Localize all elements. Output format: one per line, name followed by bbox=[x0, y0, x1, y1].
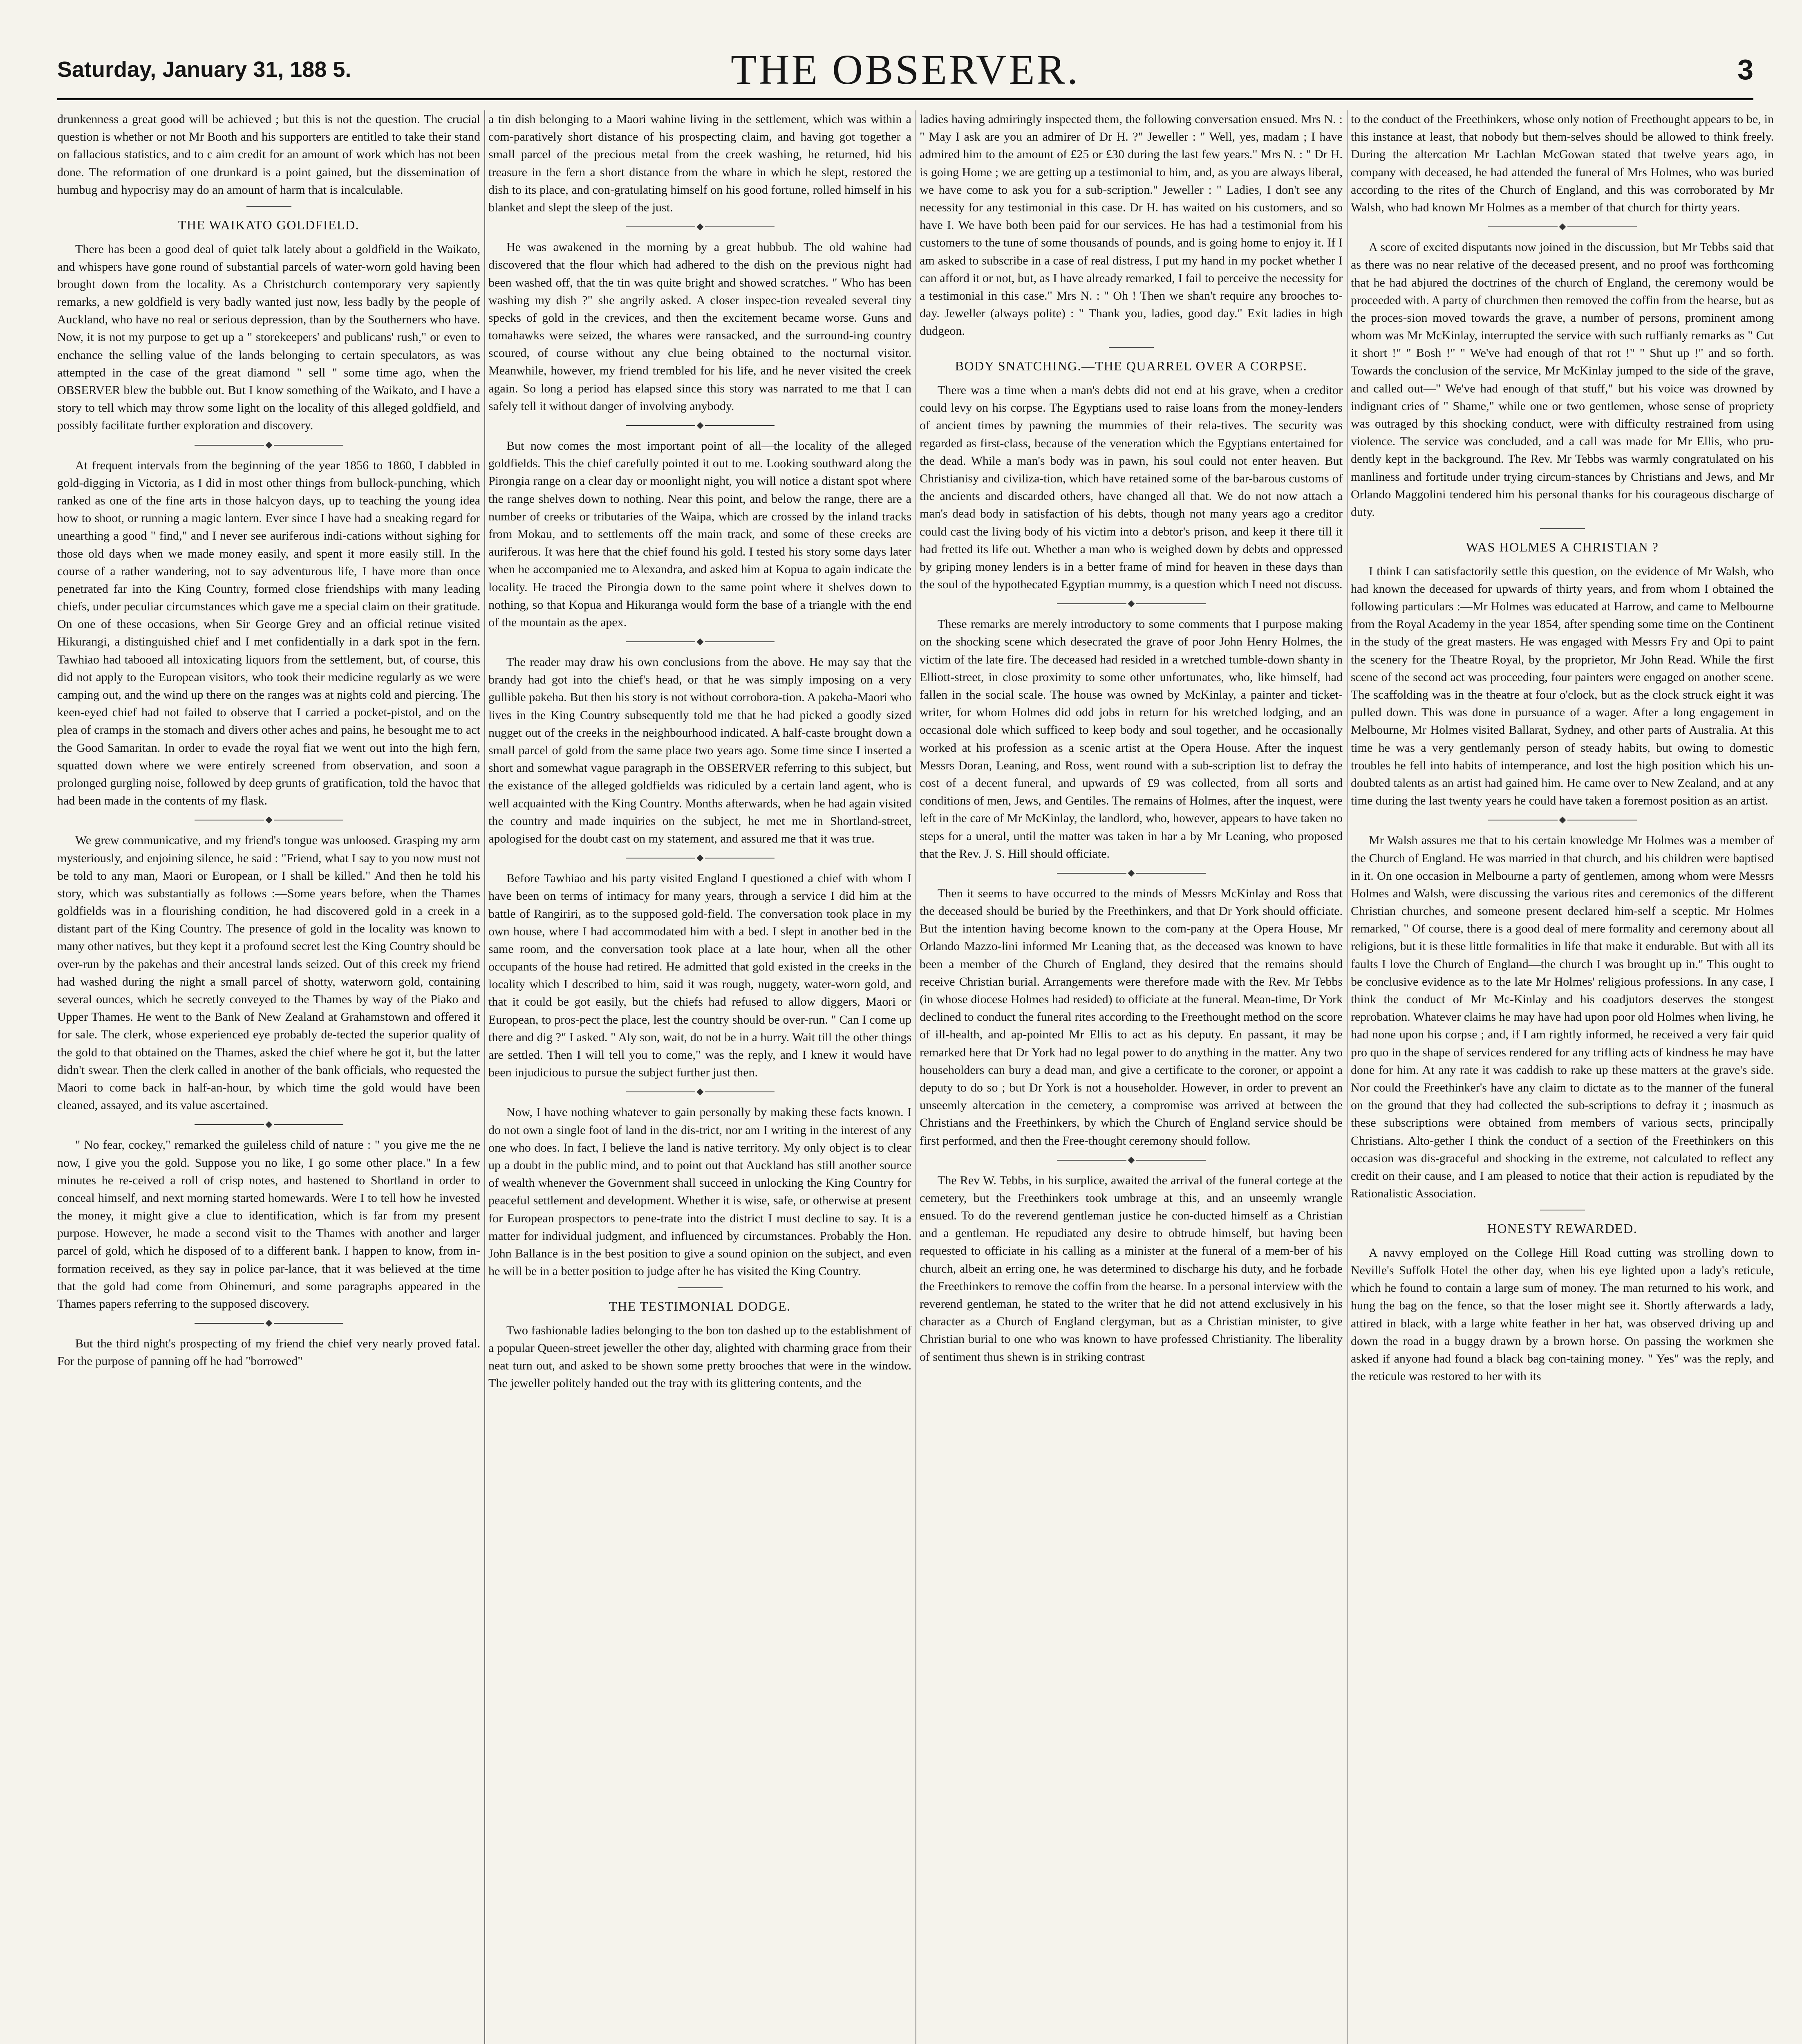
article-paragraph: Now, I have nothing whatever to gain personally by making these facts known. I do not own a single foot of land in the dis-trict, nor am I writing in the interest of any one who does. In fact, I believe the land is native territory. My only object is to clear up a doubt in the public mind, and to point out that Auckland has still another source of wealth whenever the Government shall succeed in unlocking the King Country for peaceful settlement and development. Whether it is wise, safe, or otherwise at present for European prospectors to pene-trate into the district I must decline to say. It is a matter for individual judgment, and influenced by circumstances. Probably the Hon. John Ballance is in the best position to give a sound opinion on the subject, and even he will be in a better position to judge after he has visited the King Country. bbox=[488, 1105, 911, 1278]
paragraph-ornament bbox=[488, 856, 911, 861]
article-heading: BODY SNATCHING.—THE QUARREL OVER A CORPSE. bbox=[955, 359, 1307, 374]
article-heading: THE WAIKATO GOLDFIELD. bbox=[178, 217, 360, 232]
newspaper-title: THE OBSERVER. bbox=[730, 46, 1080, 93]
issue-date: Saturday, January 31, 188 5. bbox=[57, 57, 351, 82]
paragraph-ornament bbox=[488, 423, 911, 428]
column-divider bbox=[1347, 110, 1348, 2044]
article-paragraph: I think I can satisfactorily settle this question, on the evidence of Mr Walsh, who had known the deceased for upwards of thirty years, and from whom I obtained the following particulars :—Mr Holmes was educated at Harrow, and came to Melbourne from the Royal Academy in the year 1854, after spending some time on the Continent in the study of the great masters. He was engaged with Messrs Fry and Opi to paint the scenery for the Theatre Royal, by the proprietor, Mr John Read. While the first scene of the second act was proceeding, four painters were engaged on another scene. The scaffolding was in the theatre at four o'clock, but as the clock struck eight it was pulled down. This was done in pursuance of a wager. After a long engagement in Melbourne, Mr Holmes visited Ballarat, Sydney, and other parts of Australia. At this time he was a very gentlemanly person of steady habits, but owing to domestic troubles he fell into habits of intemperance, and lost the high position which his un-doubted talents as an artist had gained him. He came over to New Zealand, and at any time during the last twenty years he could have taken a foremost position as an artist. bbox=[1351, 564, 1774, 808]
masthead-rule bbox=[57, 98, 1753, 100]
paragraph-ornament bbox=[1351, 818, 1774, 823]
section-divider bbox=[678, 1287, 723, 1288]
section-divider bbox=[1109, 347, 1154, 348]
masthead bbox=[57, 45, 1753, 94]
article-paragraph: The Rev W. Tebbs, in his surplice, awaited the arrival of the funeral cortege at the cemetery, but the Freethinkers took umbrage at this, and an unseemly wrangle ensued. To do the reverend gentleman justice he con-ducted himself as a Christian and a gentleman. He repudiated any desire to obtrude himself, but having been requested to officiate in his calling as a minister at the funeral of a mem-ber of his church, albeit an erring one, he was determined to discharge his duty, and he forbade the Freethinkers to remove the coffin from the hearse. In a personal interview with the reverend gentleman, he stated to the writer that he did not attend exclusively in his character as a Church of England clergyman, but as a Christian minister, to give Christian burial to one who was known to have professed Christianity. The liberality of sentiment thus shewn is in striking contrast bbox=[920, 1173, 1343, 1364]
article-paragraph: a tin dish belonging to a Maori wahine living in the settlement, which was within a com-paratively short distance of his prospecting claim, and having got together a small parcel of the precious metal from the creek washing, he returned, hid his treasure in the fern a short distance from the whare in which he slept, restored the dish to its place, and con-gratulating himself on his good fortune, rolled himself in his blanket and slept the sleep of the just. bbox=[488, 112, 911, 214]
paragraph-ornament bbox=[57, 1321, 480, 1326]
article-paragraph: The reader may draw his own conclusions from the above. He may say that the brandy had got into the chief's head, or that he was simply imposing on a very gullible pakeha. But then his story is not without corrobora-tion. A pakeha-Maori who lives in the King Country subsequently told me that he had picked a goodly sized nugget out of the creeks in the neighbourhood indicated. A half-caste brought down a small parcel of gold from the same place two years ago. Some time since I inserted a short and somewhat vague paragraph in the OBSERVER referring to this subject, but the existance of the alleged goldfields was ridiculed by a certain land agent, who is well acquainted with the King Country. Months afterwards, when he had again visited the country and made inquiries on the subject, he met me in Shortland-street, apologised for the doubt cast on my statement, and assured me that it was true. bbox=[488, 655, 911, 845]
article-paragraph: There has been a good deal of quiet talk lately about a goldfield in the Waikato, and whispers have gone round of substantial parcels of water-worn gold having been brought down from the locality. As a Christchurch contemporary very sapiently remarks, a new goldfield is very badly wanted just now, less badly by the people of Auckland, who have no real or serious depression, than by the Southerners who have. Now, it is not my purpose to get up a " storekeepers' and publicans' rush," or even to enchance the selling value of the lands belonging to certain speculators, as was attempted in the case of the great diamond " sell " some time ago, when the OBSERVER blew the bubble out. But I know something of the Waikato, and I have a story to tell which may throw some light on the locality of this alleged goldfield, and possibly facilitate further exploration and discovery. bbox=[57, 242, 480, 433]
article-paragraph: But now comes the most important point of all—the locality of the alleged goldfields. This the chief carefully pointed it out to me. Looking southward along the Pirongia range on a clear day or moonlight night, you will notice a distant spot where the range shelves down to nothing. Near this point, and below the range, there are a number of creeks or tributaries of the Waipa, which are crossed by the inland tracks from Mokau, and to settlements off the main track, and some of these creeks are auriferous. It was here that the chief found his gold. I tested his story some days later when he accompanied me to Alexandra, and asked him at Kopua to again indicate the locality. He traced the Pirongia down to the same point where it shelves down to nothing, so that Kopua and Hikuranga would form the base of a triangle with the end of the mountain as the apex. bbox=[488, 439, 911, 629]
paragraph-ornament bbox=[488, 1089, 911, 1094]
column-3 bbox=[920, 110, 1343, 2044]
article-paragraph: Mr Walsh assures me that to his certain knowledge Mr Holmes was a member of the Church of England. He was married in that church, and his children were baptised in it. On one occasion in Melbourne a party of gentlemen, among whom were Messrs Holmes and Walsh, were discussing the various rites and ceremonics of the different Christian churches, and someone present declared him-self a sceptic. Mr Holmes remarked, " Of course, there is a good deal of mere formality and ceremony about all religions, but it is these little formalities in life that make it endurable. But with all its faults I love the Church of England—the church I was brought up in." This ought to be conclusive evidence as to the late Mr Holmes' religious professions. In any case, I think the conduct of Mr Mc-Kinlay and his coadjutors deserves the stongest reprobation. Whatever claims he may have had upon poor old Holmes when living, he had none upon his corpse ; and, if I am rightly informed, he received a very fair quid pro quo in the shape of services rendered for any trifling acts of kindness he may have done for him. At any rate it was caddish to rake up these matters at the grave's side. Nor could the Freethinker's have any claim to dictate as to the manner of the funeral on the ground that they had collected the sub-scriptions to defray it ; inasmuch as these subscriptions were obtained from members of various sects, principally Christians. Alto-gether I think the conduct of a section of the Freethinkers on this occasion was dis-graceful and shocking in the extreme, not calculated to reflect any credit on their cause, and I am pleased to notice that their action is repudiated by the Rationalistic Association. bbox=[1351, 834, 1774, 1201]
article-paragraph: There was a time when a man's debts did not end at his grave, when a creditor could levy on his corpse. The Egyptians used to raise loans from the money-lenders of ancient times by pawning the mummies of their rela-tives. The security was regarded as first-class, because of the veneration which the Egyptians entertained for the dead. While a man's body was in pawn, his soul could not enter heaven. But Christianisy and civiliza-tion, which have retained some of the bar-barous customs of the ancients and discarded others, have changed all that. We do not now attach a man's dead body in satisfaction of his debts, though not many years ago a creditor could cast the living body of his victim into a debtor's prison, and keep it there till it had fretted its life out. Whether a man who is weighed down by debts and oppressed by griping money lenders is in a better frame of mind for heaven in these days than the soul of the hypothecated Egyptian mummy, is a question which I need not discuss. bbox=[920, 383, 1343, 592]
column-2 bbox=[488, 110, 911, 2044]
article-paragraph: ladies having admiringly inspected them, the following conversation ensued. Mrs N. : " May I ask are you an admirer of Dr H. ?" Jeweller : " Well, yes, madam ; I have admired him to the amount of £25 or £30 during the last few years." Mrs N. : " Dr H. is going Home ; we are getting up a testimonial to him, and, as you are always liberal, we have come to ask you for a sub-scription." Jeweller : " Ladies, I don't see any necessity for any testimonial in this case. Dr H. has waited on his customers, and so have I. We have both been paid for our services. He has had a testimonial from his customers to the tune of some thousands of pounds, and is going home to enjoy it. If I am asked to subscribe in a case of real distress, I put my hand in my pocket whether I can afford it or not, but, as I have already remarked, I fail to perceive the necessity for a testimonial in this case." Mrs N. : " Oh ! Then we shan't require any brooches to-day. Jeweller (always polite) : " Thank you, ladies, good day." Exit ladies in high dudgeon. bbox=[920, 112, 1343, 338]
article-paragraph: He was awakened in the morning by a great hubbub. The old wahine had discovered that the flour which had adhered to the dish on the previous night had been washed off, that the tin was quite bright and showed scratches. " Who has been washing my dish ?" she angrily asked. A closer inspec-tion revealed several tiny specks of gold in the crevices, and then the excitement became worse. Guns and tomahawks were seized, the whares were ransacked, and the surround-ing country scoured, of course without any clue being obtained to the nocturnal visitor. Meanwhile, however, my friend trembled for his life, and he never visited the creek again. So long a period has elapsed since this story was narrated to me that I can safely tell it without danger of involving anybody. bbox=[488, 240, 911, 413]
article-paragraph: At frequent intervals from the beginning of the year 1856 to 1860, I dabbled in gold-digging in Victoria, as I did in most other things from bullock-punching, which ranked as one of the fine arts in those halcyon days, up to teaching the young idea how to shoot, or running a magic lantern. Ever since I have had a sneaking regard for unearthing a good " find," and I never see auriferous indi-cations without sighing for those old days when we made money easily, and spent it more easily still. In the course of a rather wandering, not to say adventurous life, I have more than once penetrated far into the King Country, formed close friendships with many leading chiefs, under peculiar circumstances which gave me a special claim on their gratitude. On one of these occasions, when Sir George Grey and an official retinue visited Hikurangi, a distinguished chief and I met confidentially in a dark spot in the fern. Tawhiao had tabooed all intoxicating liquors from the settlement, but, of course, this did not apply to the European visitors, who took their medicine regularly as we were camping out, and the wind up there on the ranges was at nights cold and piercing. The keen-eyed chief had not failed to observe that I carried a pocket-pistol, and on the plea of cramps in the stomach and divers other aches and pains, he besought me to act the Good Samaritan. In order to evade the royal fiat we went out into the high fern, squatted down where we were entirely screened from observation, and soon a prolonged gurgling noise, followed by deep grunts of gratification, told the havoc that had been made in the contents of my flask. bbox=[57, 458, 480, 808]
paragraph-ornament bbox=[1351, 224, 1774, 229]
paragraph-ornament bbox=[920, 601, 1343, 606]
article-paragraph: But the third night's prospecting of my friend the chief very nearly proved fatal. For the purpose of panning off he had "borrowed" bbox=[57, 1337, 480, 1368]
column-1 bbox=[57, 110, 480, 2044]
column-4 bbox=[1351, 110, 1774, 2044]
article-heading: WAS HOLMES A CHRISTIAN ? bbox=[1466, 540, 1659, 555]
paragraph-ornament bbox=[920, 871, 1343, 876]
page-number: 3 bbox=[1737, 54, 1753, 85]
article-paragraph: Before Tawhiao and his party visited England I questioned a chief with whom I have been on terms of intimacy for many years, through a service I did him at the battle of Rangiriri, as to the supposed gold-field. The conversation took place in my own house, where I had accommodated him with a bed. I slept in another bed in the same room, and the conversation took place at a late hour, when all the other occupants of the house had retired. He admitted that gold existed in the creeks in the locality which I described to him, said it was rough, nuggety, water-worn gold, and that it could be got easily, but the chiefs had refused to allow diggers, Maori or European, to pros-pect the place, lest the country should be over-run. " Can I come up there and dig ?" I asked. " Aly son, wait, do not be in a hurry. Wait till the other things are settled. Then I will tell you to come," was the reply, and I knew it would have been injudicious to pursue the subject further just then. bbox=[488, 872, 911, 1080]
article-paragraph: A score of excited disputants now joined in the discussion, but Mr Tebbs said that as there was no near relative of the deceased present, and no proof was forthcoming that he had abjured the doctrines of the church of England, the ceremony would be proceeded with. A party of churchmen then removed the coffin from the hearse, but as the proces-sion moved towards the grave, a number of persons, prominent among whom was Mr McKinlay, interrupted the service with such ruffianly remarks as " Cut it short !" " Bosh !" " We've had enough of that rot !" " Shut up !" and so forth. Towards the conclusion of the service, Mr McKinlay jumped to the side of the grave, and called out—" We've had enough of that stuff," but his voice was drowned by indignant cries of " Shame," while one or two gentlemen, whose sense of propriety was outraged by this shocking conduct, were with difficulty restrained from using violence. The service was concluded, and a call was made for Mr Ellis, who pru-dently kept in the background. The Rev. Mr Tebbs was warmly congratulated on his manliness and fortitude under trying circum-stances by Christians and Jews, and Mr Orlando Maggolini tendered him his personal thanks for his courageous discharge of duty. bbox=[1351, 240, 1774, 519]
article-heading: THE TESTIMONIAL DODGE. bbox=[609, 1299, 791, 1314]
paragraph-ornament bbox=[57, 1122, 480, 1127]
article-paragraph: to the conduct of the Freethinkers, whose only notion of Freethought appears to be, in this instance at least, that nobody but them-selves should be allowed to think freely. During the altercation Mr Lachlan McGowan stated that twelve years ago, in company with deceased, he had attended the funeral of Mrs Holmes, who was buried according to the rites of the Church of England, and this was corroborated by Mr Walsh, who had known Mr Holmes as a member of that church for thirty years. bbox=[1351, 112, 1774, 214]
article-paragraph: We grew communicative, and my friend's tongue was unloosed. Grasping my arm mysteriously, and enjoining silence, he said : "Friend, what I say to you now must not be told to any man, Maori or European, or I shall be killed." And then he told his story, which was substantially as follows :—Some years before, when the Thames goldfields was in a flourishing condition, he had discovered gold in a creek in a distant part of the King Country. The presence of gold in the locality was known to many other natives, but they kept it a profound secret lest the King Country should be over-run by the pakehas and their ancestral lands seized. Out of this creek my friend had washed during the night a small parcel of shotty, waterworn gold, containing several ounces, which he secretly conveyed to the Thames by way of the Piako and Upper Thames. He went to the Bank of New Zealand at Grahamstown and offered it for sale. The clerk, whose experienced eye probably de-tected the superior quality of the gold to that obtained on the Thames, asked the chief where he got it, but the latter didn't swear. Then the clerk called in another of the bank officials, who requested the Maori to come back in half-an-hour, by which time the gold would have been cleaned, assayed, and its value ascertained. bbox=[57, 834, 480, 1112]
paragraph-ornament bbox=[488, 224, 911, 229]
paragraph-ornament bbox=[57, 443, 480, 448]
article-paragraph: Then it seems to have occurred to the minds of Messrs McKinlay and Ross that the deceased should be buried by the Freethinkers, and that Dr York should officiate. But the intention having become known to the com-pany at the Opera House, Mr Orlando Mazzo-lini informed Mr Leaning that, as the deceased was known to have been a member of the Church of England, they desired that the remains should receive Christian burial. Arrangements were therefore made with the Rev. Mr Tebbs (in whose diocese Holmes had resided) to officiate at the funeral. Mean-time, Dr York declined to conduct the funeral rites according to the Freethought method on the score of ill-health, and ap-pointed Mr Ellis to act as his deputy. En passant, it may be remarked here that Dr York had no legal power to do anything in the matter. Any two householders can bury a dead man, and give a certificate to the coroner, or appoint a deputy to do so ; but Dr York is not a householder. However, in order to prevent an unseemly altercation in the cemetery, a compromise was arrived at between the Christians and the Freethinkers, by which the Church of England service should be first performed, and then the Free-thought ceremony should follow. bbox=[920, 886, 1343, 1148]
article-paragraph: A navvy employed on the College Hill Road cutting was strolling down to Neville's Suffolk Hotel the other day, when his eye lighted upon a lady's reticule, which he found to contain a large sum of money. The man returned to his work, and hung the bag on the fence, so that the loser might see it. Shortly afterwards a lady, attired in black, with a large white feather in her hat, was observed driving up and down the road in a buggy drawn by a brown horse. On passing the workmen she asked if anyone had found a black bag con-taining money. " Yes" was the reply, and the reticule was restored to her with its bbox=[1351, 1246, 1774, 1383]
article-paragraph: drunkenness a great good will be achieved ; but this is not the question. The crucial question is whether or not Mr Booth and his supporters are entitled to take their stand on fallacious statistics, and to c aim credit for an amount of work which has not been done. The reformation of one drunkard is a point gained, but the dissemination of humbug and hypocrisy may do an amount of harm that is incalculable. bbox=[57, 112, 480, 197]
paragraph-ornament bbox=[488, 639, 911, 644]
section-divider bbox=[246, 206, 291, 207]
paragraph-ornament bbox=[920, 1158, 1343, 1163]
article-paragraph: Two fashionable ladies belonging to the bon ton dashed up to the establishment of a popular Queen-street jeweller the other day, alighted with charming grace from their neat turn out, and asked to be shown some pretty brooches that were in the window. The jeweller politely handed out the tray with its glittering contents, and the bbox=[488, 1323, 911, 1390]
article-heading: HONESTY REWARDED. bbox=[1487, 1221, 1638, 1236]
paragraph-ornament bbox=[57, 818, 480, 823]
column-divider bbox=[484, 110, 485, 2044]
article-paragraph: These remarks are merely introductory to some comments that I purpose making on the shocking scene which desecrated the grave of poor John Henry Holmes, the victim of the late fire. The deceased had resided in a wretched tumble-down shanty in Elliott-street, in close proximity to some other unfortunates, who, like himself, had fallen in the social scale. The house was owned by McKinlay, a painter and ticket-writer, for whom Holmes did odd jobs in return for his wretched lodging, and an occasional dole which sufficed to keep body and soul together, and he occasionally worked at his profession as a scenic artist at the Opera House. After the inquest Messrs Doran, Leaning, and Ross, went round with a sub-scription list to defray the cost of a decent funeral, and upwards of £9 was collected, from all sorts and conditions of men, Jews, and Gentiles. The remains of Holmes, after the inquest, were left in the care of Mr McKinlay, the landlord, who, however, appears to have taken no steps for a uneral, until the matter was taken in har a by Mr Leaning, who proposed that the Rev. J. S. Hill should officiate. bbox=[920, 617, 1343, 861]
article-paragraph: " No fear, cockey," remarked the guileless child of nature : " you give me the ne now, I give you the gold. Suppose you no like, I go some other place." In a few minutes he re-ceived a roll of crisp notes, and hastened to Shortland in order to conceal himself, and next morning started homewards. Were I to tell how he invested the money, it might give a clue to identification, which is far from my present purpose. However, he made a second visit to the Thames with another and larger parcel of gold, which he disposed of to a different bank. I happen to know, from in-formation received, as they say in police par-lance, that it was believed at the time that the gold had come from Ohinemuri, and some paragraphs appeared in the Thames papers referring to the supposed discovery. bbox=[57, 1138, 480, 1311]
section-divider bbox=[1540, 528, 1585, 529]
